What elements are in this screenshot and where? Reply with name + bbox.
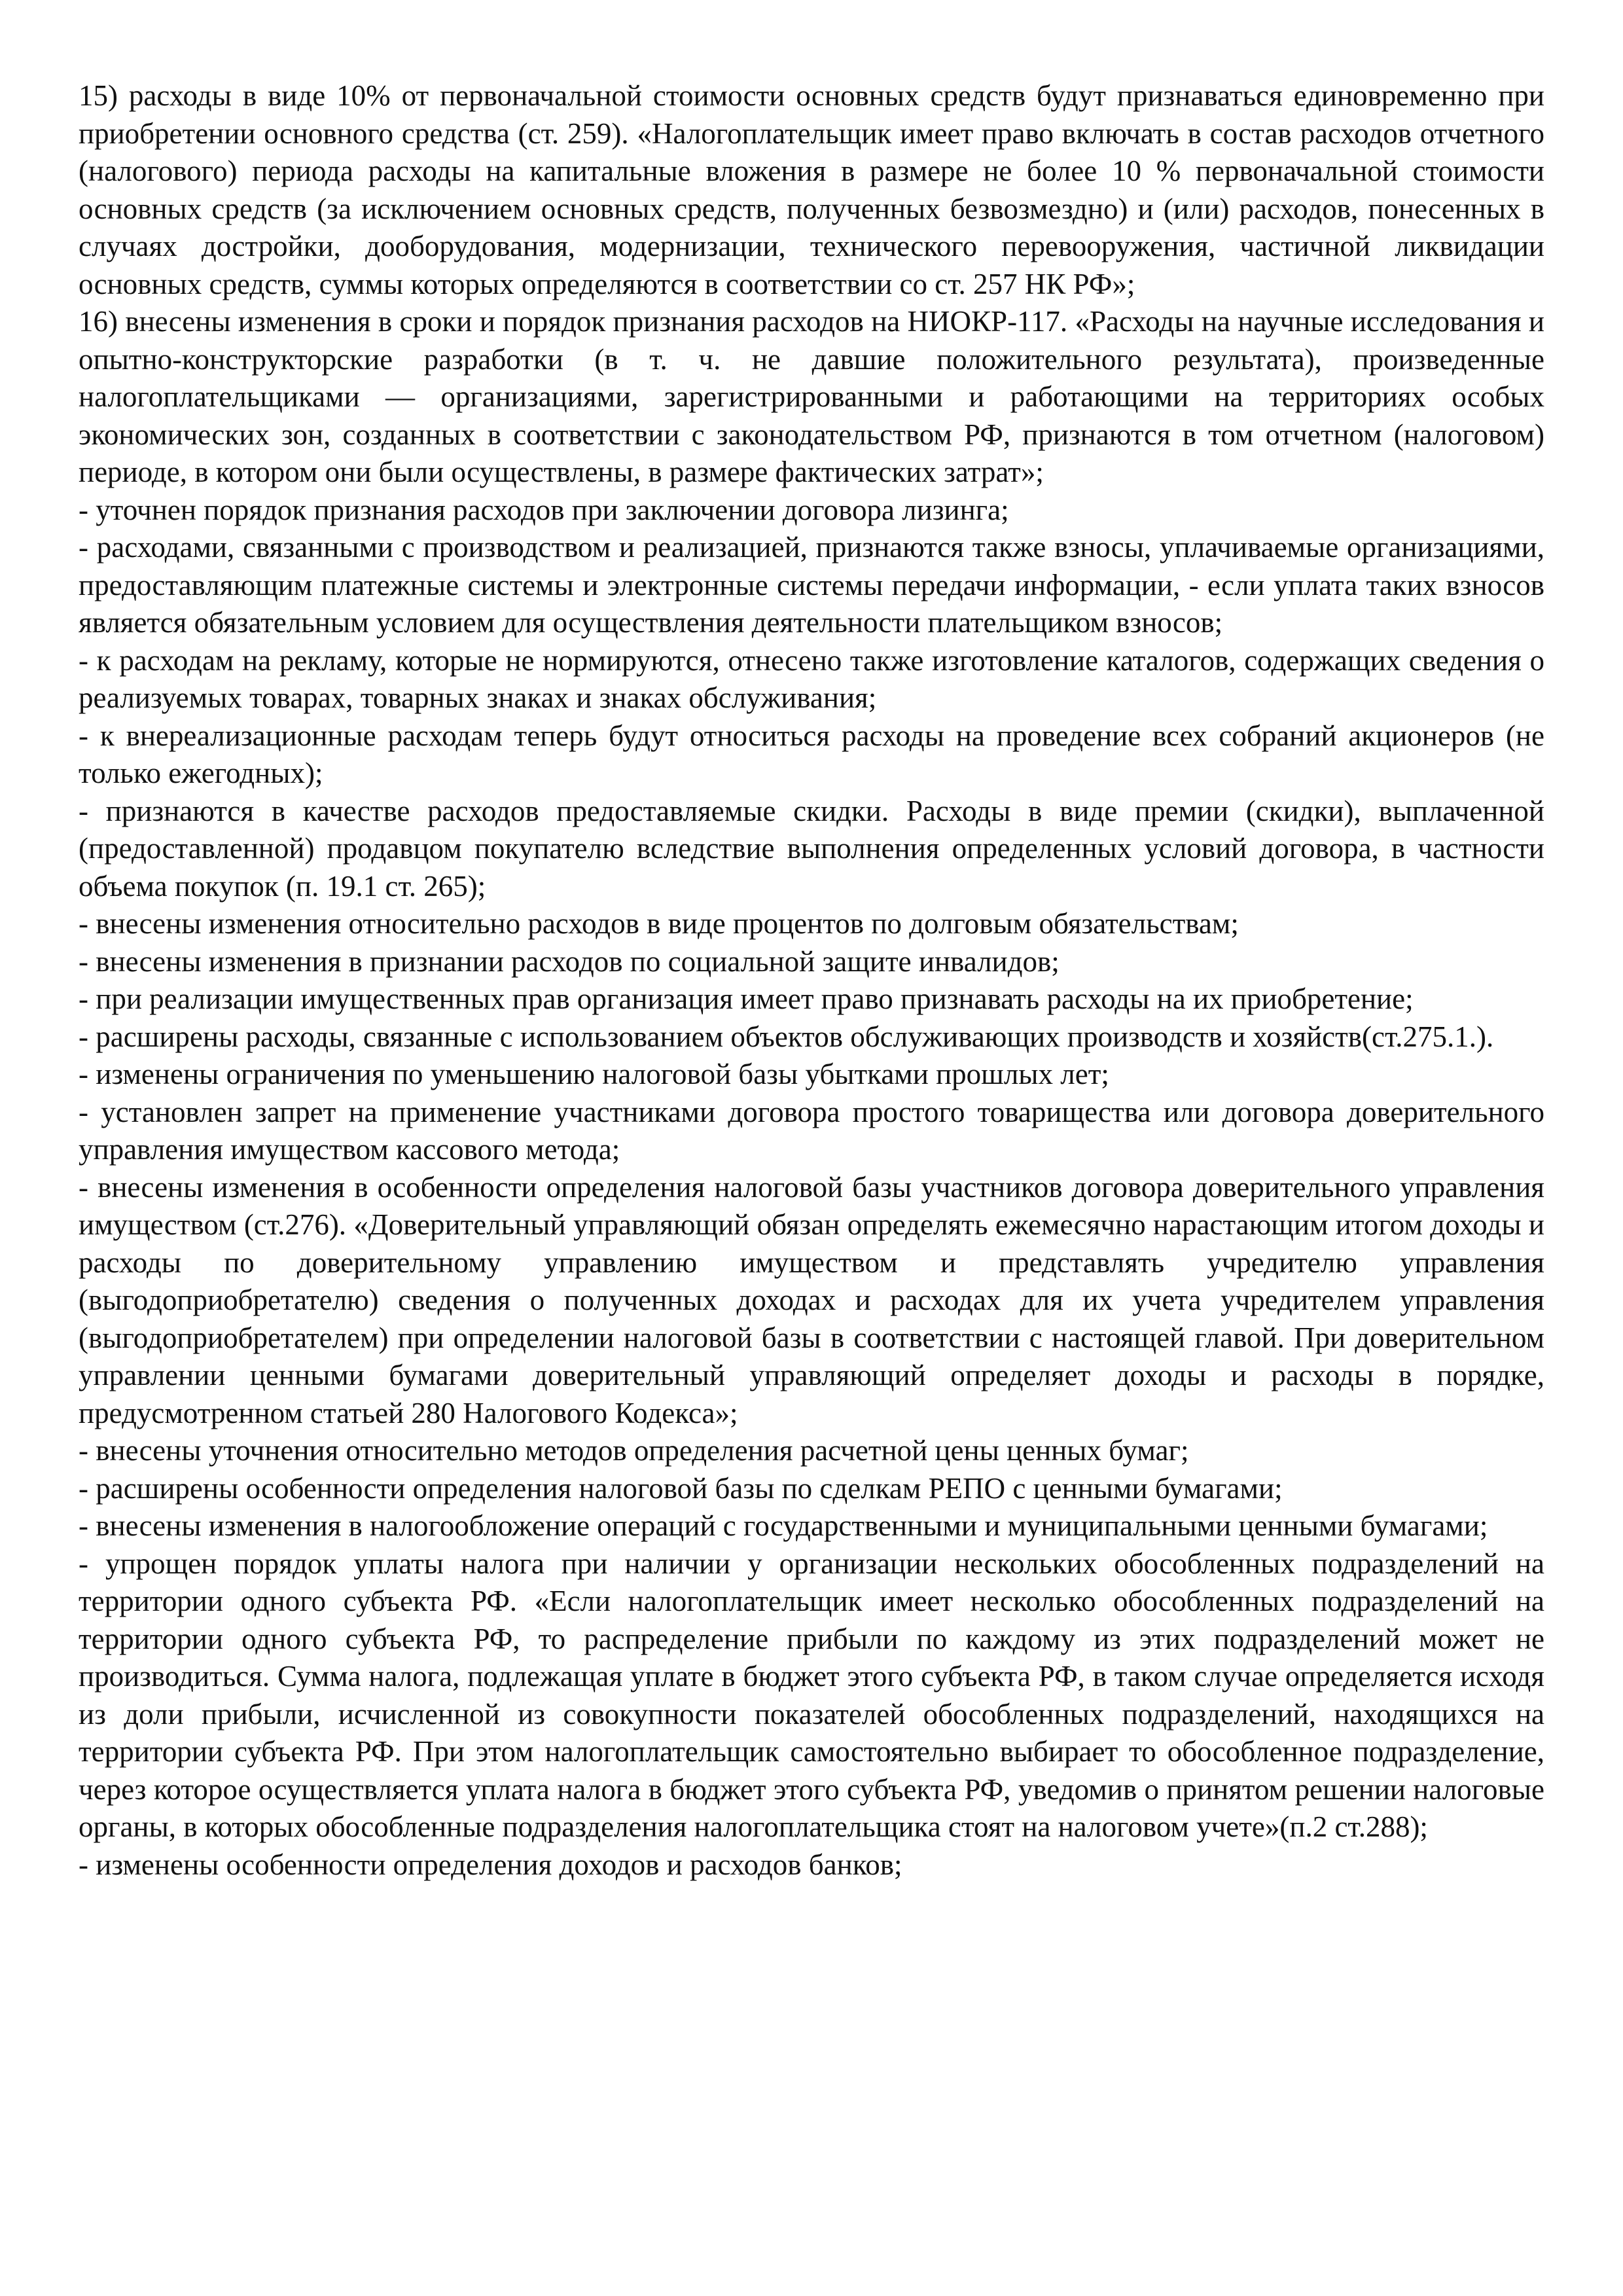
paragraph: - изменены ограничения по уменьшению налоговой базы убытками прошлых лет; <box>79 1058 1109 1090</box>
paragraph: - уточнен порядок признания расходов при заключении договора лизинга; <box>79 493 1009 526</box>
document-page <box>79 77 1544 1884</box>
paragraph: - внесены изменения в признании расходов по социальной защите инвалидов; <box>79 944 1060 978</box>
paragraph: - упрощен порядок уплаты налога при наличии у организации нескольких обособленных подразделений на территории одного субъекта РФ. «Если налогоплательщик имеет несколько обособленных подразделений на территории одного субъекта РФ, то распределение прибыли по каждому из этих подразделений может не производиться. Сумма налога, подлежащая уплате в бюджет этого субъекта РФ, в таком случае определяется исходя из доли прибыли, исчисленной из совокупности показателей обособленных подразделений, находящихся на территории субъекта РФ. При этом налогоплательщик самостоятельно выбирает то обособленное подразделение, через которое осуществляется уплата налога в бюджет этого субъекта РФ, уведомив о принятом решении налоговые органы, в которых обособленные подразделения налогоплательщика стоят на налоговом учете»(п.2 ст.288); <box>79 1547 1544 1843</box>
paragraph: - к внереализационные расходам теперь будут относиться расходы на проведение всех собраний акционеров (не только ежегодных); <box>79 719 1544 789</box>
paragraph: - расходами, связанными с производством и реализацией, признаются также взносы, уплачиваемые организациями, предоставляющим платежные системы и электронные системы передачи информации, - если уплата таких взносов является обязательным условием для осуществления деятельности плательщиком взносов; <box>79 531 1544 639</box>
paragraph: - признаются в качестве расходов предоставляемые скидки. Расходы в виде премии (скидки), выплаченной (предоставленной) продавцом покупателю вследствие выполнения определенных условий договора, в частности объема покупок (п. 19.1 ст. 265); <box>79 794 1544 903</box>
paragraph: - изменены особенности определения доходов и расходов банков; <box>79 1848 902 1881</box>
paragraph: 15) расходы в виде 10% от первоначальной стоимости основных средств будут признаваться единовременно при приобретении основного средства (ст. 259). «Налогоплательщик имеет право включать в состав расходов отчетного (налогового) периода расходы на капитальные вложения в размере не более 10 % первоначальной стоимости основных средств (за исключением основных средств, полученных безвозмездно) и (или) расходов, понесенных в случаях достройки, дооборудования, модернизации, технического перевооружения, частичной ликвидации основных средств, суммы которых определяются в соответствии со ст. 257 НК РФ»; <box>79 79 1544 300</box>
paragraph: - внесены уточнения относительно методов определения расчетной цены ценных бумаг; <box>79 1434 1189 1467</box>
paragraph: - расширены расходы, связанные с использованием объектов обслуживающих производств и хозяйств(ст.275.1.). <box>79 1020 1494 1053</box>
paragraph: - при реализации имущественных прав организация имеет право признавать расходы на их приобретение; <box>79 982 1414 1015</box>
paragraph: - внесены изменения в особенности определения налоговой базы участников договора доверительного управления имуществом (ст.276). «Доверительный управляющий обязан определять ежемесячно нарастающим итогом доходы и расходы по доверительному управлению имуществом и представлять учредителю управления (выгодоприобретателю) сведения о полученных доходах и расходах для их учета учредителем управления (выгодоприобретателем) при определении налоговой базы в соответствии с настоящей главой. При доверительном управлении ценными бумагами доверительный управляющий определяет доходы и расходы в порядке, предусмотренном статьей 280 Налогового Кодекса»; <box>79 1170 1544 1429</box>
paragraph: - расширены особенности определения налоговой базы по сделкам РЕПО с ценными бумагами; <box>79 1471 1283 1505</box>
paragraph: - установлен запрет на применение участниками договора простого товарищества или договора доверительного управления имуществом кассового метода; <box>79 1095 1544 1166</box>
paragraph: - внесены изменения относительно расходов в виде процентов по долговым обязательствам; <box>79 907 1239 940</box>
paragraph: 16) внесены изменения в сроки и порядок признания расходов на НИОКР-117. «Расходы на научные исследования и опытно-конструкторские разработки (в т. ч. не давшие положительного результата), произведенные налогоплательщиками — организациями, зарегистрированными и работающими на территориях особых экономических зон, созданных в соответствии с законодательством РФ, признаются в том отчетном (налоговом) периоде, в котором они были осуществлены, в размере фактических затрат»; <box>79 305 1544 488</box>
paragraph: - к расходам на рекламу, которые не нормируются, отнесено также изготовление каталогов, содержащих сведения о реализуемых товарах, товарных знаках и знаках обслуживания; <box>79 643 1544 714</box>
paragraph: - внесены изменения в налогообложение операций с государственными и муниципальными ценными бумагами; <box>79 1509 1488 1542</box>
